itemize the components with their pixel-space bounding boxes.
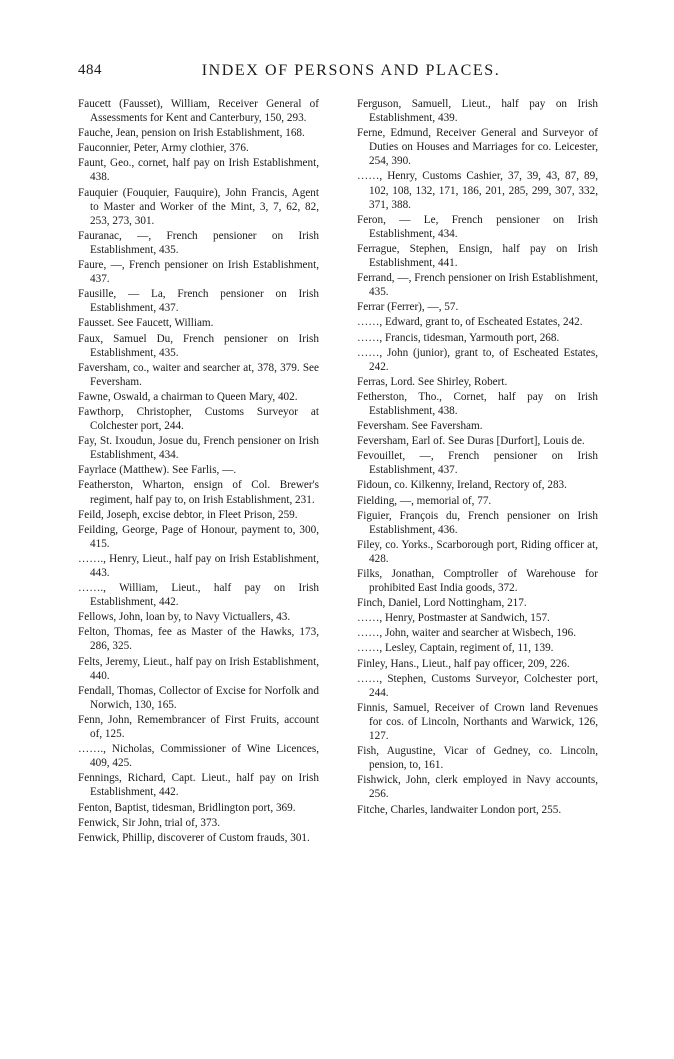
index-entry: Ferrar (Ferrer), —, 57. xyxy=(357,301,459,314)
index-column-left xyxy=(78,97,319,846)
running-title: INDEX OF PERSONS AND PLACES. xyxy=(201,62,501,79)
index-entry: ……, Lesley, Captain, regiment of, 11, 139. xyxy=(357,642,554,655)
index-entry: Fennings, Richard, Capt. Lieut., half pay on Irish Establishment, 442. xyxy=(78,772,319,799)
index-entry: Fay, St. Ixoudun, Josue du, French pensioner on Irish Establishment, 434. xyxy=(78,435,319,462)
index-entry: Fielding, —, memorial of, 77. xyxy=(357,494,492,507)
index-entry: Fenwick, Sir John, trial of, 373. xyxy=(78,816,221,829)
index-entry: Felts, Jeremy, Lieut., half pay on Irish Establishment, 440. xyxy=(78,655,319,682)
index-entry: Fawne, Oswald, a chairman to Queen Mary, 402. xyxy=(78,390,298,403)
index-entry: Fauconnier, Peter, Army clothier, 376. xyxy=(78,142,249,155)
index-entry: ……, Francis, tidesman, Yarmouth port, 268. xyxy=(357,331,560,344)
index-entry: Fellows, John, loan by, to Navy Victuallers, 43. xyxy=(78,611,291,624)
index-entry: Finnis, Samuel, Receiver of Crown land Revenues for cos. of Lincoln, Northants and Warwick, 126, 127. xyxy=(357,701,598,743)
index-entry: Faux, Samuel Du, French pensioner on Irish Establishment, 435. xyxy=(78,332,319,359)
index-entry: Faure, —, French pensioner on Irish Establishment, 437. xyxy=(78,259,319,286)
index-entry: ……, Edward, grant to, of Escheated Estates, 242. xyxy=(357,316,583,329)
index-entry: Ferne, Edmund, Receiver General and Surveyor of Duties on Houses and Marriages for co. Leicester, 254, 390. xyxy=(357,127,598,168)
index-entry: Ferguson, Samuell, Lieut., half pay on Irish Establishment, 439. xyxy=(357,98,598,125)
index-entry: Fenwick, Phillip, discoverer of Custom frauds, 301. xyxy=(78,831,310,844)
index-entry: Fish, Augustine, Vicar of Gedney, co. Lincoln, pension, to, 161. xyxy=(357,745,598,772)
index-entry: Ferrague, Stephen, Ensign, half pay on Irish Establishment, 441. xyxy=(357,242,598,270)
index-entry: Featherston, Wharton, ensign of Col. Brewer's regiment, half pay to, on Irish Establishment, 231. xyxy=(78,479,319,506)
index-entry: ……, Henry, Postmaster at Sandwich, 157. xyxy=(357,612,550,625)
index-entry: Finch, Daniel, Lord Nottingham, 217. xyxy=(357,597,527,610)
index-entry: Fidoun, co. Kilkenny, Ireland, Rectory of, 283. xyxy=(357,479,567,492)
page-number: 484 xyxy=(78,62,102,78)
index-entry: Faunt, Geo., cornet, half pay on Irish Establishment, 438. xyxy=(78,157,319,184)
index-entry: ……, John (junior), grant to, of Escheated Estates, 242. xyxy=(357,346,598,373)
index-entry: Fawthorp, Christopher, Customs Surveyor at Colchester port, 244. xyxy=(78,405,319,433)
index-entry: ……, John, waiter and searcher at Wisbech, 196. xyxy=(357,627,576,640)
index-entry: Fishwick, John, clerk employed in Navy accounts, 256. xyxy=(357,774,598,801)
index-entry: Feversham. See Faversham. xyxy=(357,420,483,433)
index-entry: Fenn, John, Remembrancer of First Fruits, account of, 125. xyxy=(78,713,319,741)
index-entry: Feron, — Le, French pensioner on Irish Establishment, 434. xyxy=(357,213,598,240)
index-entry: Felton, Thomas, fee as Master of the Hawks, 173, 286, 325. xyxy=(78,626,319,653)
index-entry: Fevouillet, —, French pensioner on Irish Establishment, 437. xyxy=(357,450,598,477)
index-entry: Fayrlace (Matthew). See Farlis, —. xyxy=(78,464,237,477)
index-entry: Fauranac, —, French pensioner on Irish Establishment, 435. xyxy=(78,229,319,256)
index-entry: Fauche, Jean, pension on Irish Establishment, 168. xyxy=(78,127,305,140)
index-entry: Finley, Hans., Lieut., half pay officer, 209, 226. xyxy=(357,657,570,670)
index-entry: ……., William, Lieut., half pay on Irish Establishment, 442. xyxy=(78,582,319,609)
index-entry: ……., Nicholas, Commissioner of Wine Licences, 409, 425. xyxy=(78,743,319,770)
index-entry: Fauquier (Fouquier, Fauquire), John Francis, Agent to Master and Worker of the Mint, 3, 7, 62, 82, 253, 273, 301. xyxy=(78,186,319,227)
index-entry: Figuier, François du, French pensioner on Irish Establishment, 436. xyxy=(357,509,598,536)
index-entry: Ferras, Lord. See Shirley, Robert. xyxy=(357,375,508,388)
index-entry: ……., Henry, Lieut., half pay on Irish Establishment, 443. xyxy=(78,552,319,579)
index-entry: Fendall, Thomas, Collector of Excise for Norfolk and Norwich, 130, 165. xyxy=(78,684,319,711)
index-entry: Feversham, Earl of. See Duras [Durfort], Louis de. xyxy=(357,435,585,448)
index-entry: Fetherston, Tho., Cornet, half pay on Irish Establishment, 438. xyxy=(357,390,598,417)
index-entry: Fitche, Charles, landwaiter London port, 255. xyxy=(357,803,562,816)
index-entry: Fausille, — La, French pensioner on Irish Establishment, 437. xyxy=(78,288,319,315)
index-entry: Filks, Jonathan, Comptroller of Warehouse for prohibited East India goods, 372. xyxy=(357,568,598,595)
page-header xyxy=(0,62,674,88)
index-entry: Faversham, co., waiter and searcher at, 378, 379. See Feversham. xyxy=(78,361,319,388)
index-entry: Faucett (Fausset), William, Receiver General of Assessments for Kent and Canterbury, 150, 293. xyxy=(78,98,319,125)
index-entry: ……, Henry, Customs Cashier, 37, 39, 43, 87, 89, 102, 108, 132, 171, 186, 201, 285, 299, 307, 332, 371, 388. xyxy=(357,170,598,211)
index-entry: Fausset. See Faucett, William. xyxy=(78,317,214,330)
index-column-right xyxy=(357,97,598,818)
index-entry: Filey, co. Yorks., Scarborough port, Riding officer at, 428. xyxy=(357,538,598,565)
index-entry: Feild, Joseph, excise debtor, in Fleet Prison, 259. xyxy=(78,508,298,521)
index-entry: ……, Stephen, Customs Surveyor, Colchester port, 244. xyxy=(357,672,598,699)
index-entry: Fenton, Baptist, tidesman, Bridlington port, 369. xyxy=(78,801,296,814)
index-entry: Ferrand, —, French pensioner on Irish Establishment, 435. xyxy=(357,272,598,299)
index-entry: Feilding, George, Page of Honour, payment to, 300, 415. xyxy=(78,523,319,550)
